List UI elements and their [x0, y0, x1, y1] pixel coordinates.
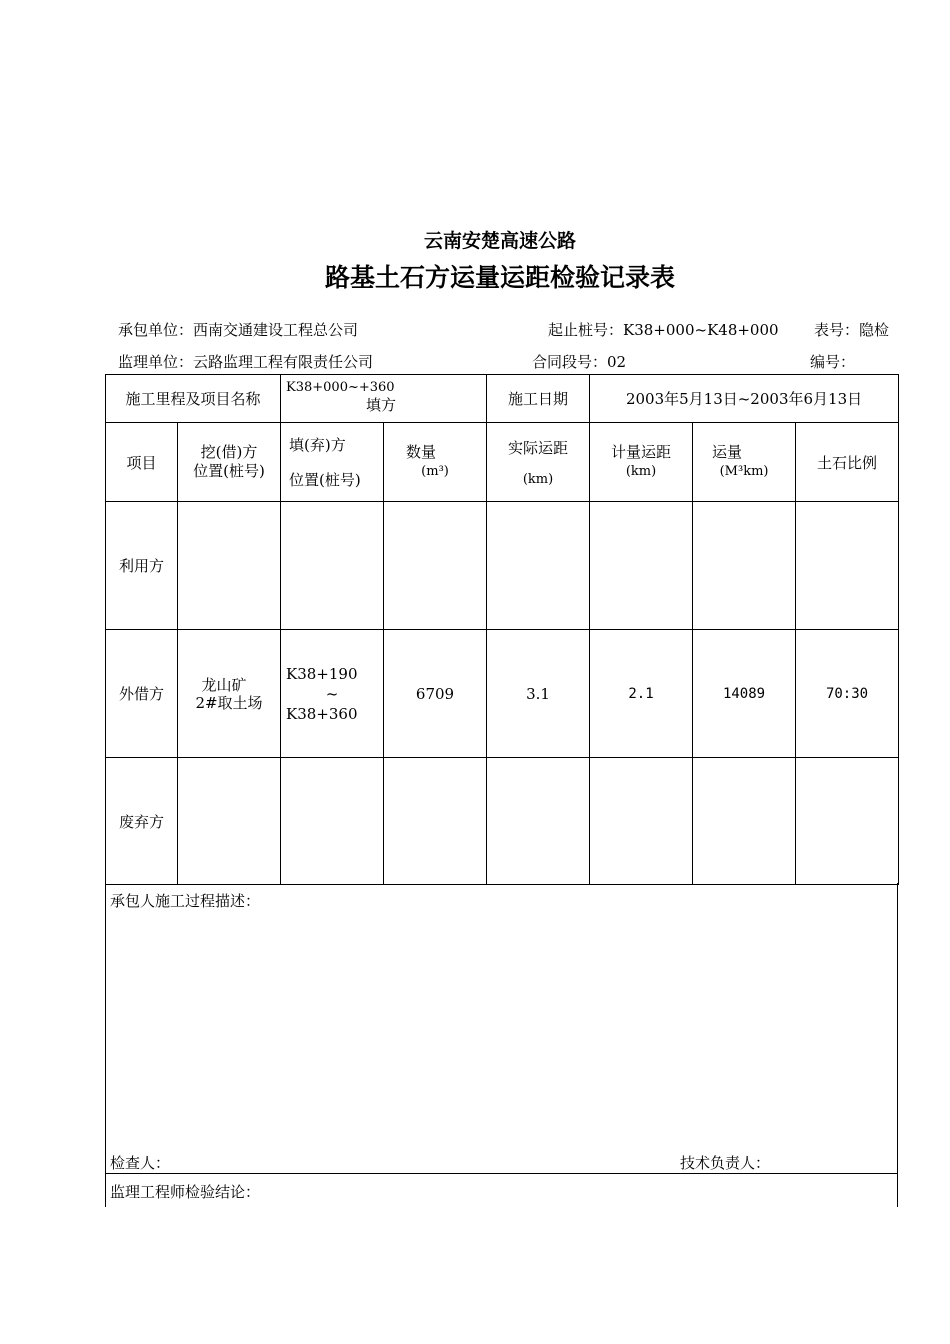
- serial-label: 编号：: [810, 353, 856, 371]
- col-fill-header: [281, 423, 384, 502]
- col-dig-header: [178, 423, 281, 502]
- row-dig-cell: [178, 502, 281, 630]
- row-dig-cell: [178, 630, 281, 758]
- row-label: 外借方: [106, 630, 178, 758]
- row-volume: 14089: [693, 630, 796, 758]
- date-value: 2003年5月13日~2003年6月13日: [590, 375, 899, 423]
- header-row: [106, 423, 899, 502]
- col-qty-header: [384, 423, 487, 502]
- col-fill-header-line2: 位置(桩号): [289, 471, 361, 489]
- col-dig-header-line1: 挖(借)方: [200, 443, 258, 461]
- record-table: [105, 374, 899, 885]
- row-dig-line2: 2#取土场: [195, 693, 263, 712]
- row-fill-line3: K38+360: [286, 704, 358, 723]
- col-actual-header-line1: 实际运距: [508, 439, 569, 457]
- row-fill-cell: [281, 502, 384, 630]
- row-label: 利用方: [106, 502, 178, 630]
- station-label: 起止桩号：: [548, 321, 624, 339]
- supervisor-label: 监理单位：: [118, 353, 194, 371]
- col-volume-header-line1: 运量: [712, 443, 743, 461]
- tech-lead-label: 技术负责人：: [680, 1154, 771, 1172]
- station-value: K38+000~K48+000: [623, 321, 779, 339]
- col-volume-header-line2: (M³km): [719, 464, 769, 479]
- row-volume: [693, 502, 796, 630]
- contract-field: [532, 351, 626, 372]
- document-title: 路基土石方运量运距检验记录表: [324, 263, 675, 292]
- serial-field: [810, 351, 855, 372]
- date-label: 施工日期: [487, 375, 590, 423]
- contractor-field: [118, 319, 358, 340]
- form-number-field: [814, 319, 898, 340]
- col-measured-header-line1: 计量运距: [611, 443, 672, 461]
- row-qty: 6709: [384, 630, 487, 758]
- row-actual: [487, 758, 590, 885]
- row-volume: [693, 758, 796, 885]
- project-row: [106, 375, 899, 423]
- row-fill-line1: K38+190: [286, 664, 358, 683]
- col-measured-header: [590, 423, 693, 502]
- col-measured-header-line2: (km): [625, 464, 657, 479]
- row-qty: [384, 758, 487, 885]
- row-fill-cell: [281, 758, 384, 885]
- row-label: 废弃方: [106, 758, 178, 885]
- col-item-header: 项目: [106, 423, 178, 502]
- process-description-label: 承包人施工过程描述：: [110, 892, 261, 910]
- row-dig-line1: 龙山矿: [201, 675, 247, 694]
- col-fill-header-line1: 填(弃)方: [289, 436, 346, 454]
- col-dig-header-line2: 位置(桩号): [193, 462, 265, 480]
- row-fill-cell: [281, 630, 384, 758]
- row-dig-cell: [178, 758, 281, 885]
- supervisor-field: [118, 351, 373, 372]
- row-qty: [384, 502, 487, 630]
- row-actual: 3.1: [487, 630, 590, 758]
- project-value-line1: K38+000~+360: [286, 380, 395, 395]
- row-actual: [487, 502, 590, 630]
- supervisor-value: 云路监理工程有限责任公司: [193, 353, 374, 371]
- col-actual-header: [487, 423, 590, 502]
- table-row: [106, 502, 899, 630]
- col-qty-header-line2: (m³): [421, 464, 449, 479]
- row-measured: [590, 758, 693, 885]
- row-ratio: [796, 502, 899, 630]
- description-box: [105, 883, 898, 1207]
- station-field: [548, 319, 779, 340]
- table-row: [106, 630, 899, 758]
- form-number-value: 隐检: [859, 321, 890, 339]
- inspector-label: 检查人：: [110, 1154, 171, 1172]
- row-fill-line2: ~: [325, 684, 339, 703]
- contract-label: 合同段号：: [532, 353, 608, 371]
- project-label: 施工里程及项目名称: [106, 375, 281, 423]
- row-ratio: 70:30: [796, 630, 899, 758]
- table-row: [106, 758, 899, 885]
- project-value: [281, 375, 487, 423]
- section-divider: [105, 1173, 898, 1174]
- row-ratio: [796, 758, 899, 885]
- col-actual-header-line2: (km): [522, 472, 554, 487]
- col-volume-header: [693, 423, 796, 502]
- contractor-label: 承包单位：: [118, 321, 194, 339]
- contractor-value: 西南交通建设工程总公司: [193, 321, 359, 339]
- form-number-label: 表号：: [814, 321, 860, 339]
- col-ratio-header: 土石比例: [796, 423, 899, 502]
- conclusion-label: 监理工程师检验结论：: [110, 1183, 261, 1201]
- col-qty-header-line1: 数量: [406, 443, 437, 461]
- document-subtitle: 云南安楚高速公路: [423, 230, 576, 252]
- row-measured: [590, 502, 693, 630]
- project-value-line2: 填方: [366, 396, 397, 414]
- row-measured: 2.1: [590, 630, 693, 758]
- contract-value: 02: [607, 353, 627, 371]
